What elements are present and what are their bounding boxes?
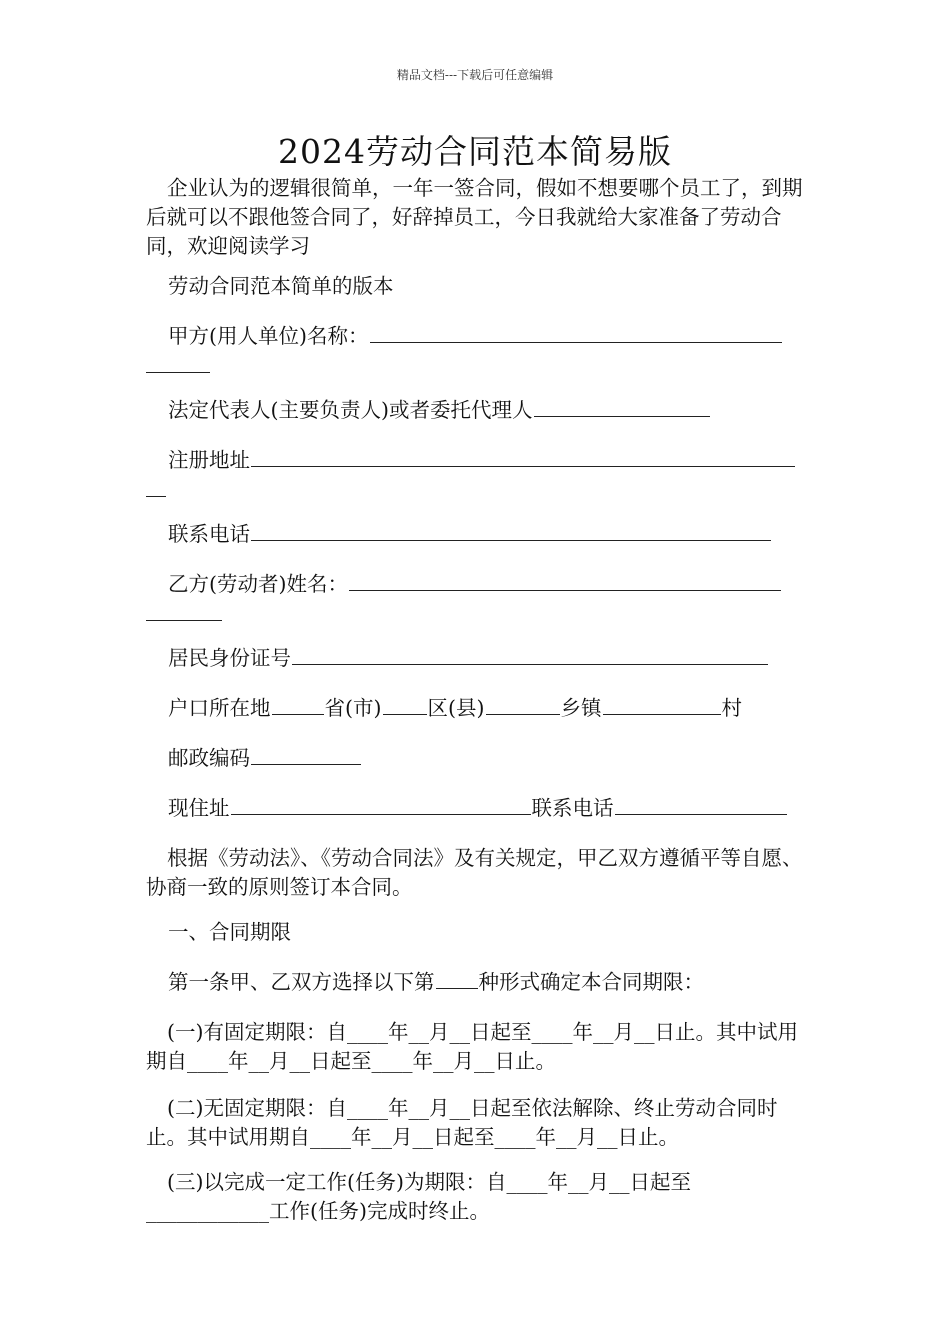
article1-suffix: 种形式确定本合同期限： — [478, 970, 704, 994]
employee-name-blank-cont[interactable] — [146, 619, 222, 621]
document-title: 2024劳动合同范本简易版 — [278, 132, 672, 171]
village-blank[interactable] — [603, 694, 721, 715]
reg-address-blank[interactable] — [251, 446, 795, 467]
postcode-blank[interactable] — [251, 744, 361, 765]
household-label: 户口所在地 — [168, 696, 271, 720]
legal-rep-blank[interactable] — [534, 396, 710, 417]
reg-address-label: 注册地址 — [168, 448, 250, 472]
province-label: 省(市) — [324, 696, 382, 720]
town-label: 乡镇 — [560, 696, 602, 720]
employee-name-label: 乙方(劳动者)姓名： — [168, 572, 348, 596]
current-address-label: 现住址 — [168, 796, 230, 820]
employee-name-row — [168, 570, 782, 599]
village-label: 村 — [721, 696, 742, 720]
postcode-row — [168, 744, 362, 773]
phone-row — [168, 520, 772, 549]
contact-phone-label: 联系电话 — [531, 796, 614, 820]
district-blank[interactable] — [383, 694, 427, 715]
basis-paragraph: 根据《劳动法》、《劳动合同法》及有关规定，甲乙双方遵循平等自愿、协商一致的原则签订本合同。 — [146, 846, 803, 899]
employer-name-blank[interactable] — [370, 322, 782, 343]
header-note: 精品文档---下载后可任意编辑 — [396, 68, 554, 82]
town-blank[interactable] — [486, 694, 560, 715]
intro-paragraph: 企业认为的逻辑很简单，一年一签合同，假如不想要哪个员工了，到期后就可以不跟他签合同了，好辞掉员工，今日我就给大家准备了劳动合同，欢迎阅读学习 — [146, 176, 803, 258]
district-label: 区(县) — [427, 696, 485, 720]
legal-rep-row — [168, 396, 711, 425]
term-task-based: (三)以完成一定工作(任务)为期限：自____年__月__日起至____________工作(任务)完成时终止。 — [146, 1170, 691, 1223]
employee-name-blank[interactable] — [349, 570, 781, 591]
section-heading: 劳动合同范本简单的版本 — [168, 274, 394, 298]
article1-prefix: 第一条甲、乙双方选择以下第 — [168, 970, 435, 994]
reg-address-row — [168, 446, 796, 475]
legal-rep-label: 法定代表人(主要负责人)或者委托代理人 — [168, 398, 533, 422]
term-open-ended: (二)无固定期限：自____年__月__日起至依法解除、终止劳动合同时止。其中试用期自____年__月__日起至____年__月__日止。 — [146, 1096, 778, 1149]
phone-blank[interactable] — [251, 520, 771, 541]
current-address-blank[interactable] — [231, 794, 531, 815]
postcode-label: 邮政编码 — [168, 746, 250, 770]
phone-label: 联系电话 — [168, 522, 250, 546]
id-number-row — [168, 644, 769, 673]
household-row — [168, 694, 742, 723]
id-number-label: 居民身份证号 — [168, 646, 291, 670]
article1-row — [168, 968, 704, 997]
province-blank[interactable] — [272, 694, 324, 715]
current-address-row — [168, 794, 788, 823]
employer-name-blank-cont[interactable] — [146, 371, 210, 373]
employer-name-row — [168, 322, 783, 351]
employer-name-label: 甲方(用人单位)名称： — [168, 324, 369, 348]
id-number-blank[interactable] — [292, 644, 768, 665]
term-fixed: (一)有固定期限：自____年__月__日起至____年__月__日止。其中试用期自____年__月__日起至____年__月__日止。 — [146, 1020, 798, 1073]
article1-choice-blank[interactable] — [436, 968, 478, 989]
chapter-heading: 一、合同期限 — [168, 920, 291, 944]
reg-address-blank-cont[interactable] — [146, 495, 166, 497]
contact-phone-blank[interactable] — [615, 794, 787, 815]
